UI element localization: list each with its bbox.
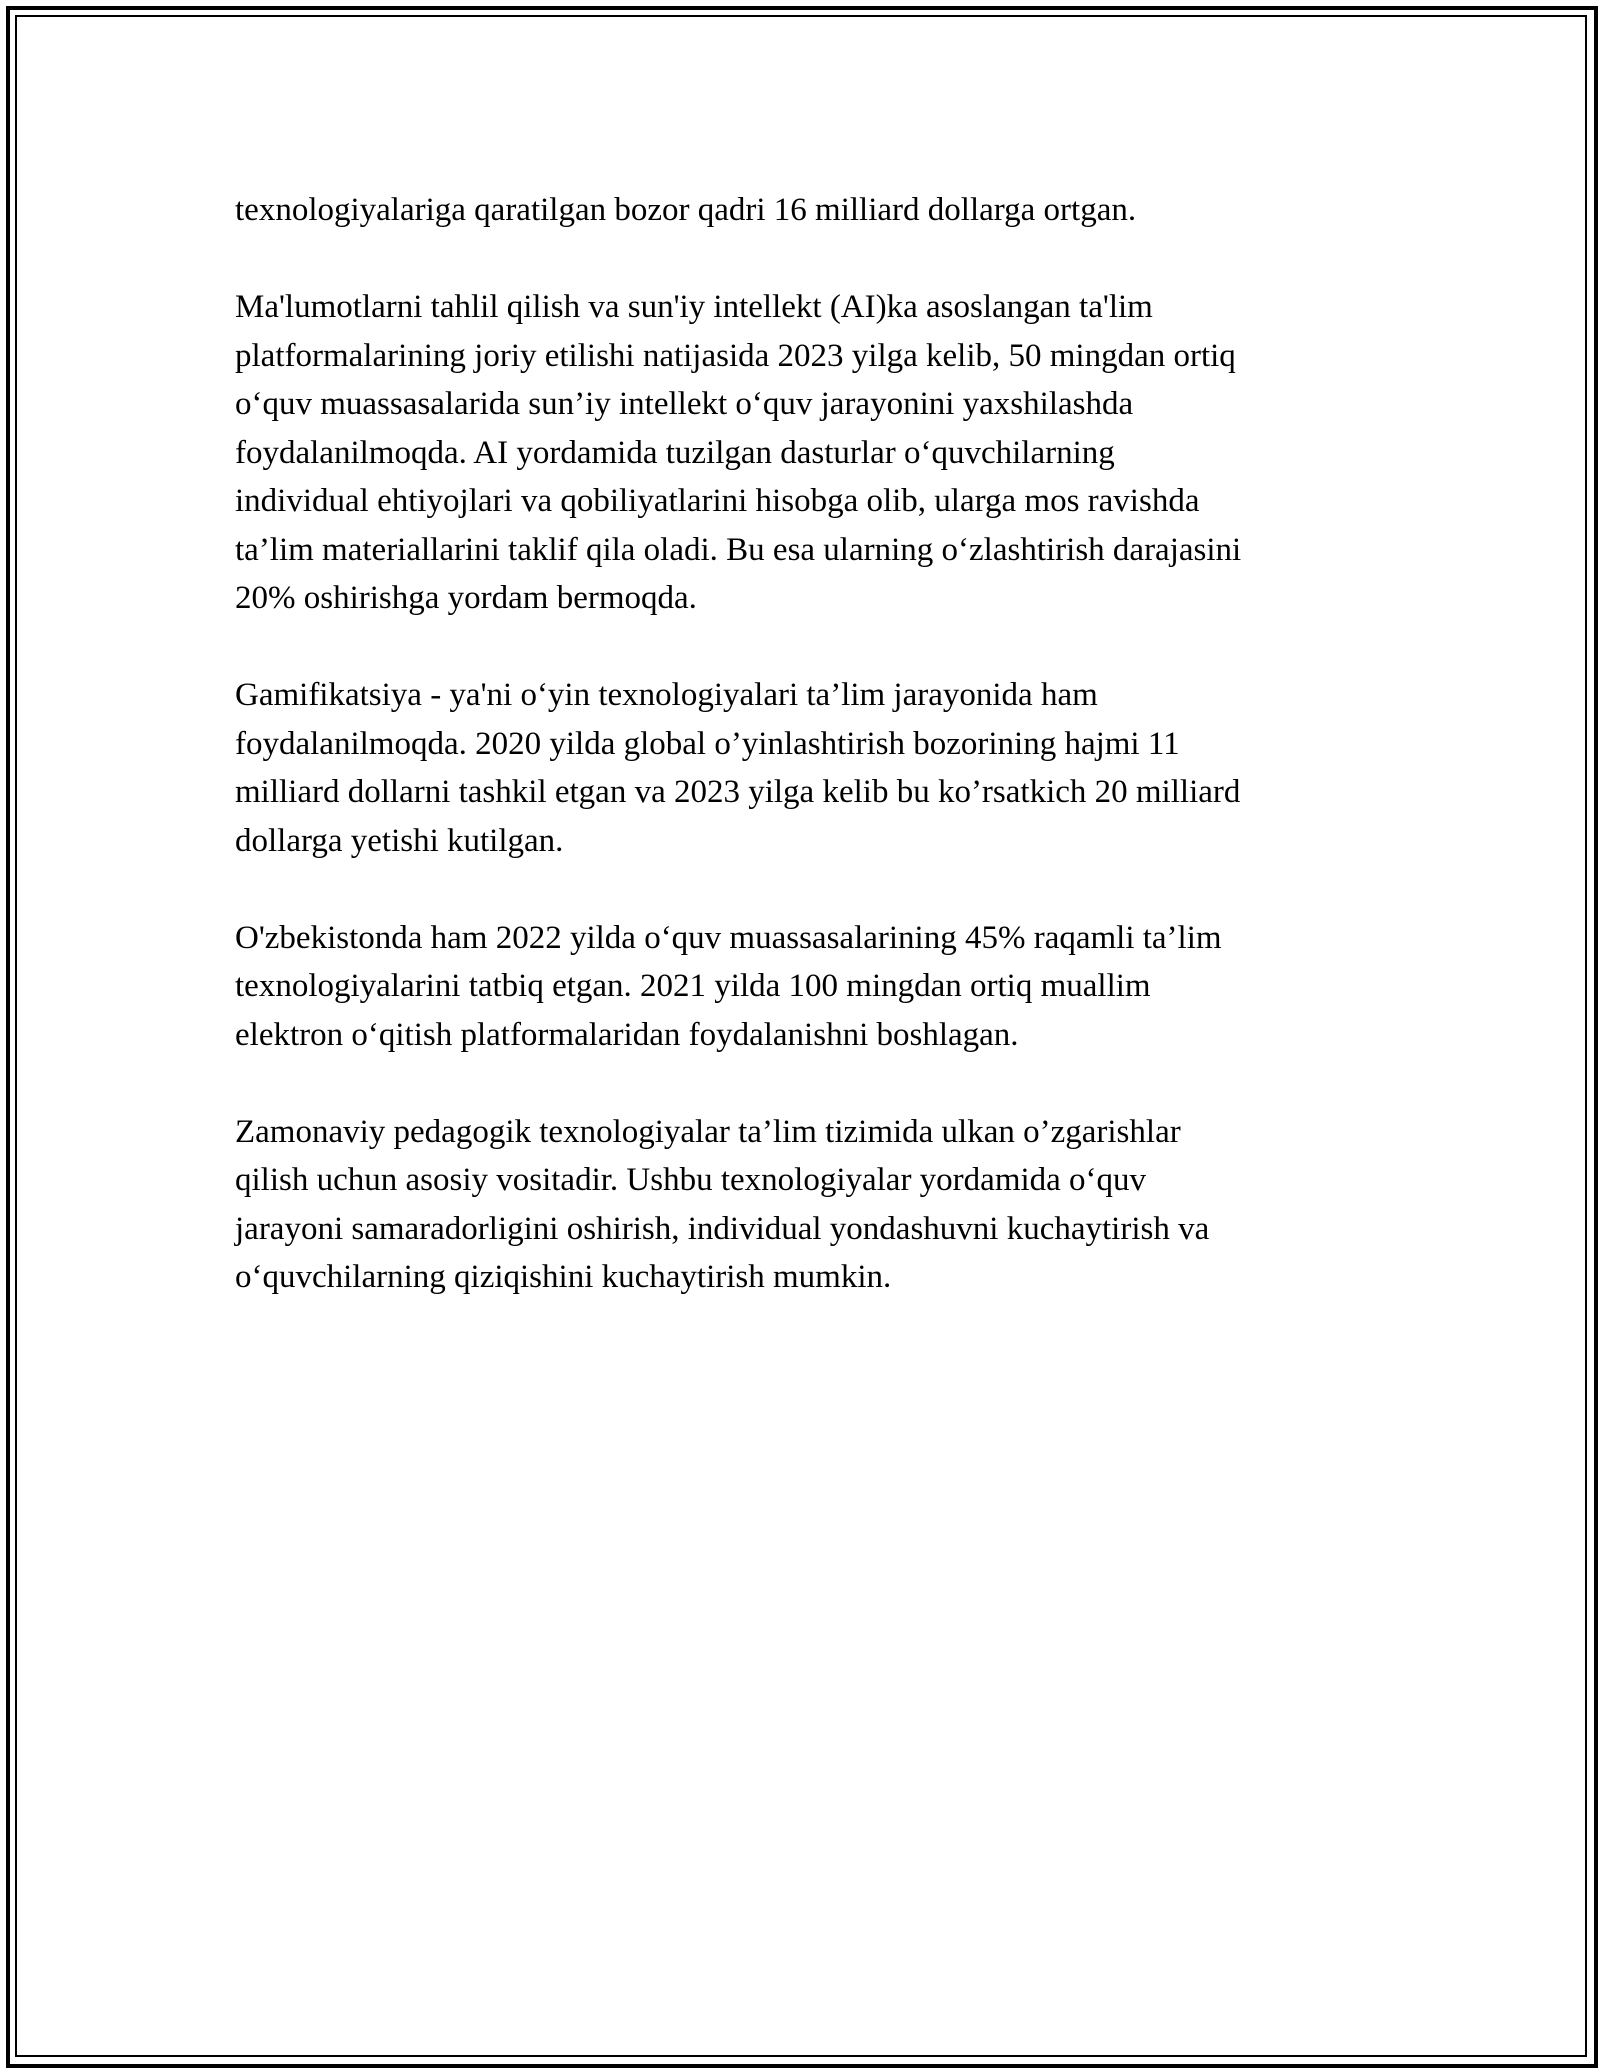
paragraph-conclusion: Zamonaviy pedagogik texnologiyalar ta’lim tizimida ulkan o’zgarishlar qilish uchun asosiy vositadir. Ushbu texnologiyalar yordamida o‘quv jarayoni samaradorligini oshirish, individual yondashuvni kuchaytirish va o‘quvchilarning qiziqishini kuchaytirish mumkin. xyxy=(235,1113,1210,1295)
document-body xyxy=(235,186,1375,1350)
paragraph-gamification: Gamifikatsiya - ya'ni o‘yin texnologiyalari ta’lim jarayonida ham foydalanilmoqda. 2020 yilda global o’yinlashtirish bozorining hajmi 11 milliard dollarni tashkil etgan va 2023 yilga kelib bu ko’rsatkich 20 milliard dollarga yetishi kutilgan. xyxy=(235,677,1241,859)
paragraph-ai-education: Ma'lumotlarni tahlil qilish va sun'iy intellekt (AI)ka asoslangan ta'lim platformalarining joriy etilishi natijasida 2023 yilga kelib, 50 mingdan ortiq o‘quv muassasalarida sun’iy intellekt o‘quv jarayonini yaxshilashda foydalanilmoqda. AI yordamida tuzilgan dasturlar o‘quvchilarning individual ehtiyojlari va qobiliyatlarini hisobga olib, ularga mos ravishda ta’lim materiallarini taklif qila oladi. Bu esa ularning o‘zlashtirish darajasini 20% oshirishga yordam bermoqda. xyxy=(235,289,1242,616)
paragraph-market-value: texnologiyalariga qaratilgan bozor qadri 16 milliard dollarga ortgan. xyxy=(235,192,1137,228)
paragraph-uzbekistan: O'zbekistonda ham 2022 yilda o‘quv muassasalarining 45% raqamli ta’lim texnologiyalarini tatbiq etgan. 2021 yilda 100 mingdan ortiq muallim elektron o‘qitish platformalaridan foydalanishni boshlagan. xyxy=(235,919,1222,1053)
